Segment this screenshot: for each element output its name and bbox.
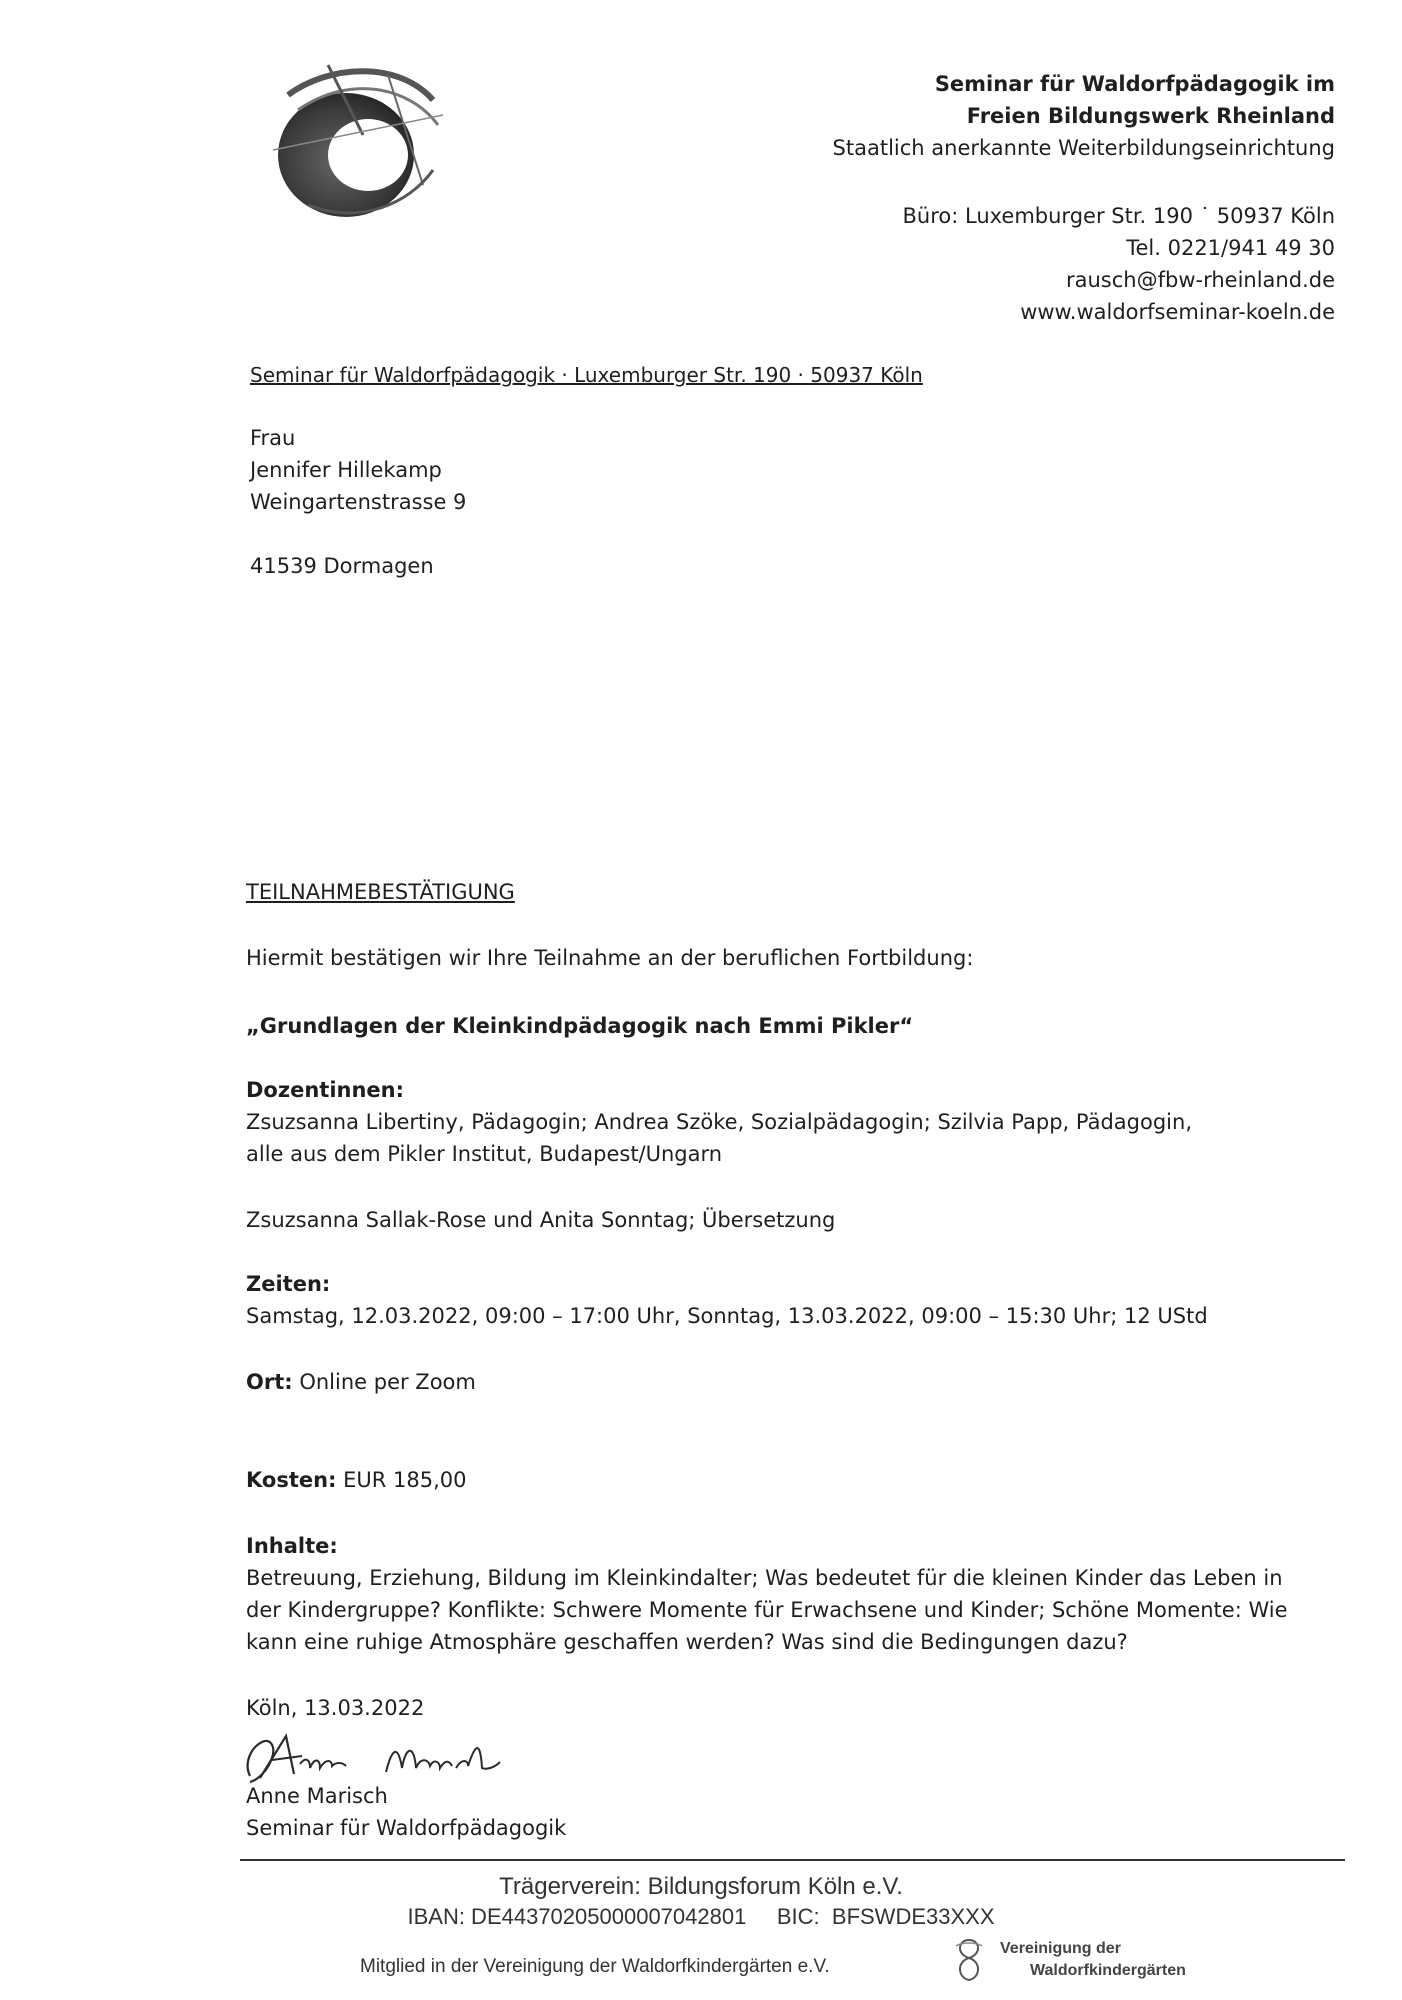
org-name-line1: Seminar für Waldorfpädagogik im — [934, 72, 1335, 96]
office-address: Büro: Luxemburger Str. 190 ˙ 50937 Köln — [902, 204, 1335, 228]
association-line2: Waldorfkindergärten — [1030, 1962, 1186, 1979]
document-heading: TEILNAHMEBESTÄTIGUNG — [246, 880, 515, 904]
website[interactable]: www.waldorfseminar-koeln.de — [1020, 300, 1335, 324]
recipient-city: 41539 Dormagen — [250, 554, 434, 578]
contents-line2: der Kindergruppe? Konflikte: Schwere Momente für Erwachsene und Kinder; Schöne Momente: Wie — [246, 1598, 1288, 1622]
recipient-salutation: Frau — [250, 426, 296, 450]
recipient-address — [250, 422, 466, 582]
phone-number: Tel. 0221/941 49 30 — [1126, 236, 1335, 260]
sender-return-line: Seminar für Waldorfpädagogik · Luxemburger Str. 190 · 50937 Köln — [250, 363, 923, 387]
contents-line1: Betreuung, Erziehung, Bildung im Kleinkindalter; Was bedeutet für die kleinen Kinder das Leben in — [246, 1566, 1283, 1590]
footer-membership: Mitglied in der Vereinigung der Waldorfkindergärten e.V. — [360, 1956, 830, 1977]
lecturers-line2: alle aus dem Pikler Institut, Budapest/Ungarn — [246, 1142, 723, 1166]
recipient-street: Weingartenstrasse 9 — [250, 490, 467, 514]
place-row — [246, 1366, 1356, 1398]
place-label: Ort: — [246, 1370, 293, 1394]
association-logo-icon — [948, 1936, 990, 1984]
association-name — [1000, 1938, 1186, 1982]
recipient-name: Jennifer Hillekamp — [250, 458, 442, 482]
course-title: „Grundlagen der Kleinkindpädagogik nach Emmi Pikler“ — [246, 1014, 914, 1038]
times-value: Samstag, 12.03.2022, 09:00 – 17:00 Uhr, Sonntag, 13.03.2022, 09:00 – 15:30 Uhr; 12 UStd — [246, 1304, 1208, 1328]
org-name-line2: Freien Bildungswerk Rheinland — [966, 104, 1335, 128]
seminar-logo — [268, 55, 448, 230]
costs-value: EUR 185,00 — [336, 1468, 467, 1492]
footer-bank: IBAN: DE44370205000007042801 BIC: BFSWDE33XXX — [407, 1904, 995, 1929]
costs-row — [246, 1464, 1356, 1496]
place-value: Online per Zoom — [292, 1370, 476, 1394]
costs-label: Kosten: — [246, 1468, 337, 1492]
footer-divider — [240, 1859, 1345, 1861]
translation-line: Zsuzsanna Sallak-Rose und Anita Sonntag; Übersetzung — [246, 1208, 836, 1232]
contact-block — [903, 200, 1336, 328]
lecturers-line1: Zsuzsanna Libertiny, Pädagogin; Andrea Szöke, Sozialpädagogin; Szilvia Papp, Pädagogin, — [246, 1110, 1193, 1134]
intro-text: Hiermit bestätigen wir Ihre Teilnahme an der beruflichen Fortbildung: — [246, 946, 974, 970]
org-recognition: Staatlich anerkannte Weiterbildungseinrichtung — [832, 136, 1335, 160]
contents-line3: kann eine ruhige Atmosphäre geschaffen werden? Was sind die Bedingungen dazu? — [246, 1630, 1128, 1654]
signer-name: Anne Marisch — [246, 1784, 388, 1808]
signer-organisation: Seminar für Waldorfpädagogik — [246, 1816, 567, 1840]
times-label: Zeiten: — [246, 1272, 331, 1296]
letterhead — [833, 68, 1335, 164]
association-line1: Vereinigung der — [1000, 1940, 1121, 1957]
email-address[interactable]: rausch@fbw-rheinland.de — [1066, 268, 1335, 292]
contents-label: Inhalte: — [246, 1534, 338, 1558]
lecturers-label: Dozentinnen: — [246, 1078, 405, 1102]
footer-carrier: Trägerverein: Bildungsforum Köln e.V. — [499, 1873, 903, 1900]
place-date: Köln, 13.03.2022 — [246, 1696, 425, 1720]
